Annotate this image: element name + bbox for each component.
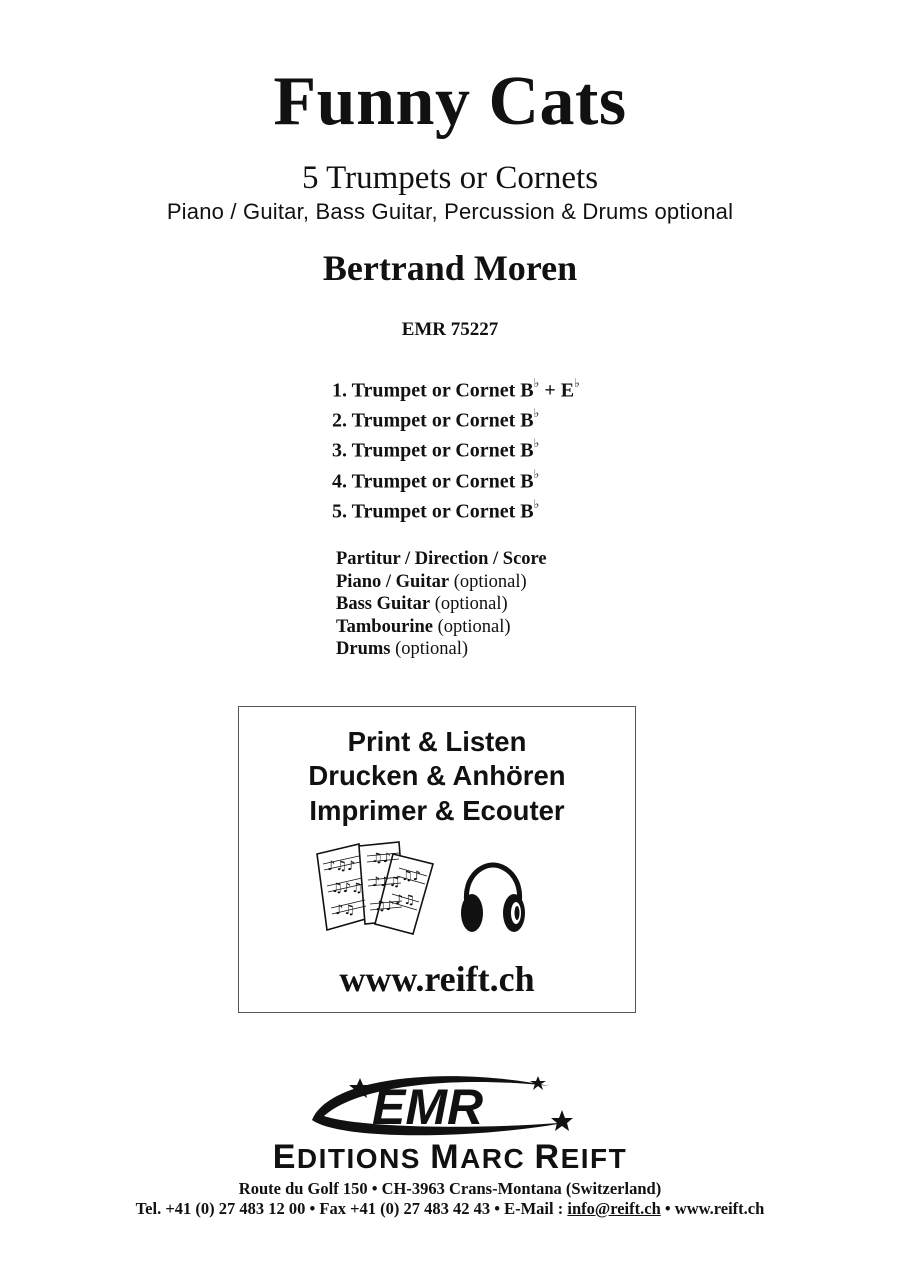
part-item: 1. Trumpet or Cornet B♭ + E♭: [332, 376, 580, 402]
svg-text:♫♪: ♫♪: [371, 851, 391, 866]
extra-item: Drums (optional): [336, 639, 469, 659]
svg-text:♪♫: ♪♫: [335, 903, 355, 918]
promo-line-english: Print & Listen: [347, 726, 527, 757]
extra-item: Piano / Guitar (optional): [336, 571, 527, 592]
publisher-address: Route du Golf 150 • CH-3963 Crans-Montana (Switzerland): [238, 1179, 662, 1198]
extra-item: Partitur / Direction / Score: [336, 549, 547, 569]
svg-text:♫♪♫: ♫♪♫: [331, 881, 363, 896]
publisher-contact: Tel. +41 (0) 27 483 12 00 • Fax +41 (0) 27 483 42 43 • E-Mail : info@reift.ch • www.reift.ch: [135, 1199, 765, 1218]
print-listen-box: [238, 706, 636, 1013]
publisher-name: EDITIONS MARC REIFT: [272, 1138, 628, 1176]
promo-url[interactable]: www.reift.ch: [339, 959, 535, 999]
headphones-icon: [457, 859, 529, 939]
page-title: Funny Cats: [273, 63, 627, 140]
part-item: 4. Trumpet or Cornet B♭: [332, 466, 540, 493]
svg-text:♪♫: ♪♫: [395, 893, 415, 908]
extra-item: Tambourine (optional): [336, 616, 511, 637]
svg-text:EMR: EMR: [372, 1079, 484, 1135]
subtitle: 5 Trumpets or Cornets: [301, 160, 599, 196]
part-item: 5. Trumpet or Cornet B♭: [332, 496, 540, 523]
svg-text:♫♪: ♫♪: [401, 869, 421, 884]
extras-list: [336, 548, 547, 661]
optional-instruments-line: Piano / Guitar, Bass Guitar, Percussion & Drums optional: [166, 199, 734, 224]
composer-name: Bertrand Moren: [322, 248, 578, 288]
promo-line-german: Drucken & Anhören: [308, 760, 566, 791]
extra-item: Bass Guitar (optional): [336, 594, 508, 614]
emr-logo: [300, 1070, 600, 1142]
svg-text:♫♪: ♫♪: [374, 899, 394, 914]
parts-list: [332, 370, 580, 521]
sheet-music-icon: [313, 840, 437, 938]
promo-line-french: Imprimer & Ecouter: [309, 795, 565, 826]
part-item: 2. Trumpet or Cornet B♭: [332, 406, 540, 432]
part-item: 3. Trumpet or Cornet B♭: [332, 436, 540, 463]
email-link[interactable]: info@reift.ch: [567, 1199, 661, 1218]
svg-text:♪♪♫: ♪♪♫: [372, 875, 401, 890]
svg-text:♪♫♪: ♪♫♪: [327, 859, 356, 874]
catalog-number: EMR 75227: [401, 319, 499, 340]
